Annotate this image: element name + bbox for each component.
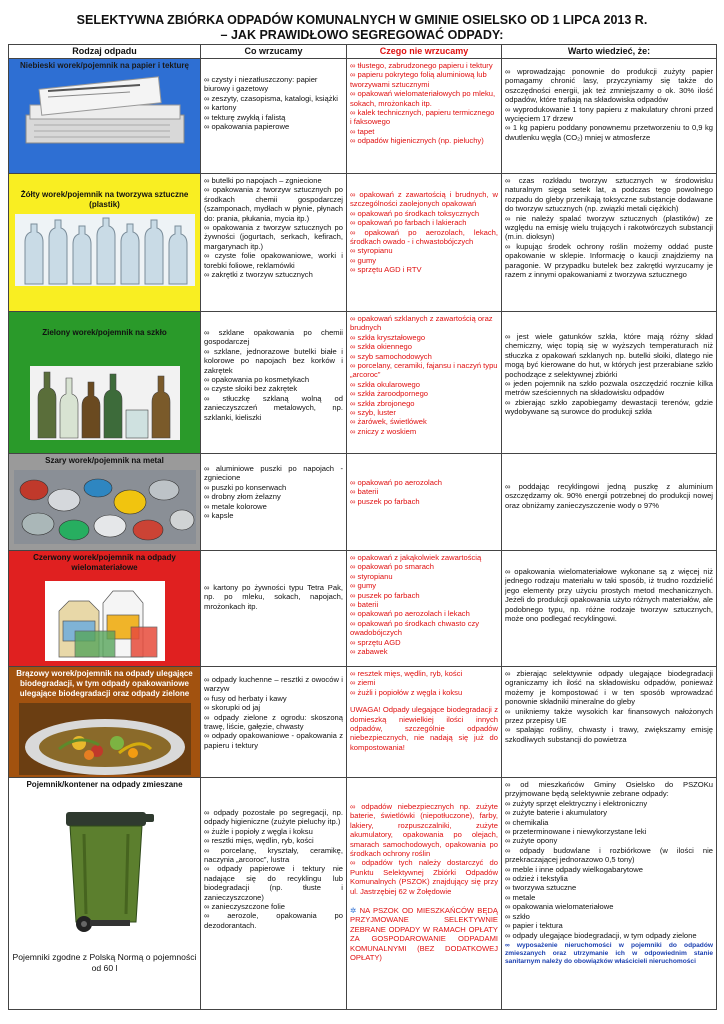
category-label: Szary worek/pojemnik na metal (45, 456, 164, 465)
category-metal (9, 454, 201, 551)
asterisk-icon: ✲ (350, 906, 360, 916)
owner-obligation-text: wyposażenie nieruchomości w pojemniki do odpadów zmieszanych oraz utrzymanie ich w odpowiednim stanie sanitarnym należy do obowiązków właścicieli nieruchomości (505, 941, 713, 965)
yes-mixed (201, 778, 347, 1010)
title-line-1: SELEKTYWNA ZBIÓRKA ODPADÓW KOMUNALNYCH W GMINIE OSIELSKO OD 1 LIPCA 2013 R. (76, 13, 648, 27)
category-plastic (9, 174, 201, 312)
list-item: ∞ opakowań po środkach chwasto czy owadobójczych (350, 619, 498, 638)
info-biodegradable (502, 667, 717, 778)
yes-glass (201, 312, 347, 454)
list-item: ∞ porcelanę, kryształy, ceramikę, naczynia „arcoroc”, lustra (204, 846, 343, 865)
list-item: ∞ opakowań po środkach toksycznych (350, 209, 498, 218)
category-biodegradable (9, 667, 201, 778)
list-item: ∞ kapsle (204, 511, 343, 520)
list-item: ∞ resztki mięs, wędlin, ryb, kości (204, 836, 343, 845)
list-item: ∞ czysty i niezatłuszczony: papier biurowy i gazetowy (204, 75, 343, 94)
list-item: ∞ szklane, jednorazowe butelki białe i kolorowe po napojach bez korków i zakrętek (204, 347, 343, 375)
list-item: ∞ przeterminowane i niewykorzystane leki (505, 827, 713, 836)
info-paper (502, 59, 717, 174)
glass-bottles-image (30, 366, 180, 440)
info-mixed (502, 778, 717, 1010)
category-label: Brązowy worek/pojemnik na odpady ulegające biodegradacji, w tym odpady opakowaniowe ulegające biodegradacji oraz odpady zielone (16, 669, 193, 698)
list-item: ∞ opakowań z zawartością i brudnych, w szczególności zaolejonych opakowań (350, 190, 498, 209)
list-item: ∞ sprzętu AGD i RTV (350, 265, 498, 274)
list-item: ∞ odpadów niebezpiecznych np. zużyte baterie, świetlówki (niepotłuczone), farby, lakiery, rozpuszczalniki, zużyte akumulatory, opakowania po olejach, smarach samochodowych, opakowania po środkach ochrony roślin (350, 802, 498, 858)
title-line-2: – JAK PRAWIDŁOWO SEGREGOWAĆ ODPADY: (220, 28, 504, 42)
list-item: ∞ poddając recyklingowi jedną puszkę z aluminium oszczędzamy ok. 90% energii potrzebnej do produkcji nowej oraz obniżamy zanieczyszczenie wody o 97% (505, 482, 713, 510)
page-title (0, 0, 724, 43)
list-item: ∞ wyprodukowanie 1 tony papieru z makulatury chroni przed wycięciem 17 drzew (505, 105, 713, 124)
header-what-not-to-put: Czego nie wrzucamy (347, 45, 502, 59)
newspaper-stack-image (20, 75, 190, 147)
no-paper (347, 59, 502, 174)
list-item: ∞ zużyte baterie i akumulatory (505, 808, 713, 817)
pszok-note (350, 906, 498, 962)
header-good-to-know: Warto wiedzieć, że: (502, 45, 717, 59)
header-waste-type: Rodzaj odpadu (9, 45, 201, 59)
category-label: Żółty worek/pojemnik na tworzywa sztuczne (plastik) (20, 190, 189, 209)
list-item: ∞ odzież i tekstylia (505, 874, 713, 883)
list-item: ∞ tłustego, zabrudzonego papieru i tektury (350, 61, 498, 70)
no-multimaterial (347, 551, 502, 667)
list-item: ∞ drobny złom żelazny (204, 492, 343, 501)
table-row-glass (9, 312, 717, 454)
plastic-bottles-image (15, 214, 195, 286)
list-item: ∞ puszek po farbach (350, 497, 498, 506)
list-item: ∞ papier i tektura (505, 921, 713, 930)
list-item: ∞ odpady papierowe i tektury nie nadające się do recyklingu lub biodegradacji (np. tłuste i zanieczyszczone) (204, 864, 343, 902)
list-item: ∞ opakowania papierowe (204, 122, 343, 131)
list-item: ∞ styropianu (350, 246, 498, 255)
list-item: ∞ kartony (204, 103, 343, 112)
list-item: ∞ szkła żaroodpornego (350, 389, 498, 398)
list-item: ∞ czyste folie opakowaniowe, worki i torebki foliowe, reklamówki (204, 251, 343, 270)
info-multimaterial (502, 551, 717, 667)
category-label: Pojemnik/kontener na odpady zmieszane (26, 780, 183, 789)
list-item: ∞ opakowań po aerozolach i lekach (350, 609, 498, 618)
no-plastic (347, 174, 502, 312)
list-item: ∞ fusy od herbaty i kawy (204, 694, 343, 703)
table-row-multimaterial (9, 551, 717, 667)
list-item: ∞ zniczy z woskiem (350, 427, 498, 436)
list-item: ∞ odpady budowlane i rozbiórkowe (w ilości nie przekraczającej jednorazowo 0,5 tony) (505, 846, 713, 865)
list-item: ∞ metale kolorowe (204, 502, 343, 511)
list-item: ∞ opakowań po aerozolach (350, 478, 498, 487)
list-item: ∞ jeden pojemnik na szkło pozwala oszczędzić rocznie kilka metrów sześciennych na składowisku odpadów (505, 379, 713, 398)
list-item: ∞ gumy (350, 256, 498, 265)
info-plastic (502, 174, 717, 312)
list-item: ∞ szkła okularowego (350, 380, 498, 389)
list-item: ∞ zakrętki z tworzyw sztucznych (204, 270, 343, 279)
list-item: ∞ odpady ulegające biodegradacji, w tym odpady zielone (505, 931, 713, 940)
no-mixed (347, 778, 502, 1010)
list-item: ∞ opakowań wielomateriałowych po mleku, sokach, mrożonkach itp. (350, 89, 498, 108)
list-item: ∞ tworzywa sztuczne (505, 883, 713, 892)
pszok-note-text: NA PSZOK OD MIESZKAŃCÓW BĘDĄ PRZYJMOWANE SELEKTYWNIE ZEBRANE ODPADY W RAMACH OPŁATY ZA GOSPODAROWANIE ODPADAMI KOMUNALNYMI (BEZ DODATKOWEJ OPŁATY) (350, 906, 498, 963)
tetra-pak-cartons-image (45, 581, 165, 661)
list-item: ∞ metale (505, 893, 713, 902)
list-item: ∞ szkła kryształowego (350, 333, 498, 342)
list-item: ∞ resztek mięs, wędlin, ryb, kości (350, 669, 498, 678)
list-item: ∞ opakowania z tworzyw sztucznych po żywności (jogurtach, serkach, kefirach, margarynach itp.) (204, 223, 343, 251)
list-item: ∞ kalek technicznych, papieru termicznego i faksowego (350, 108, 498, 127)
list-item: ∞ zeszyty, czasopisma, katalogi, książki (204, 94, 343, 103)
list-item: ∞ odpady opakowaniowe - opakowania z papieru i tektury (204, 731, 343, 750)
list-item: ∞ stłuczkę szklaną wolną od zanieczyszczeń metalowych, np. szklanki, kieliszki (204, 394, 343, 422)
list-item: ∞ styropianu (350, 572, 498, 581)
list-item: ∞ żużli i popiołów z węgla i koksu (350, 688, 498, 697)
info-metal (502, 454, 717, 551)
list-item: ∞ aluminiowe puszki po napojach - zgniecione (204, 464, 343, 483)
list-item: ∞ opakowań z jakąkolwiek zawartością (350, 553, 498, 562)
table-header-row (9, 45, 717, 59)
list-item: ∞ opakowania z tworzyw sztucznych po środkach chemii gospodarczej (szamponach, mydłach w płynie, płynach do: prania, płukania, mycia itp.) (204, 185, 343, 223)
category-label: Niebieski worek/pojemnik na papier i tekturę (20, 61, 189, 70)
list-item: ∞ baterii (350, 487, 498, 496)
list-item: ∞ od mieszkańców Gminy Osielsko do PSZOKu przyjmowane będą selektywnie zebrane odpady: (505, 780, 713, 799)
list-item: ∞ 1 kg papieru poddany ponownemu przetworzeniu to 0,9 kg dwutlenku węgla (CO₂) mniej w atmosferze (505, 123, 713, 142)
owner-obligation-note (505, 942, 713, 966)
list-item: ∞ zanieczyszczone folie (204, 902, 343, 911)
table-row-biodegradable (9, 667, 717, 778)
list-item: ∞ szkła okiennego (350, 342, 498, 351)
category-label: Czerwony worek/pojemnik na odpady wielomateriałowe (33, 553, 176, 572)
list-item: ∞ szyb, luster (350, 408, 498, 417)
list-item: ∞ gumy (350, 581, 498, 590)
list-item: ∞ opakowań po smarach (350, 562, 498, 571)
green-waste-bin-image (50, 804, 160, 934)
list-item: ∞ chemikalia (505, 818, 713, 827)
table-row-plastic (9, 174, 717, 312)
category-multimaterial (9, 551, 201, 667)
category-paper (9, 59, 201, 174)
table-row-paper (9, 59, 717, 174)
info-glass (502, 312, 717, 454)
compost-image (19, 703, 191, 775)
yes-plastic (201, 174, 347, 312)
list-item: ∞ spalając rośliny, chwasty i trawy, zwiększamy emisję szkodliwych substancji do powietrza (505, 725, 713, 744)
list-item: ∞ zużyty sprzęt elektryczny i elektroniczny (505, 799, 713, 808)
list-item: ∞ zabawek (350, 647, 498, 656)
list-item: ∞ opakowania po kosmetykach (204, 375, 343, 384)
yes-metal (201, 454, 347, 551)
list-item: ∞ puszki po konserwach (204, 483, 343, 492)
bin-caption: Pojemniki zgodne z Polską Normą o pojemności od 60 l (12, 952, 197, 973)
list-item: ∞ wprowadzając ponownie do produkcji zużyty papier pomagamy chronić lasy, przyczyniamy się także do oszczędności energii, jak też zmniejszamy o ok. 30% ilość odpadów, które trafiają na składowiska odpadów (505, 67, 713, 105)
list-item: ∞ opakowań szklanych z zawartością oraz brudnych (350, 314, 498, 333)
list-item: ∞ unikniemy także wysokich kar finansowych nałożonych przez przepisy UE (505, 707, 713, 726)
list-item: ∞ ziemi (350, 678, 498, 687)
list-item: ∞ odpadów tych należy dostarczyć do Punktu Selektywnej Zbiórki Odpadów Komunalnych (PSZOK) znajdujący się przy ul. Jastrzębiej 62 w Żołędowie (350, 858, 498, 896)
no-glass (347, 312, 502, 454)
list-item: ∞ kupując środek ochrony roślin możemy oddać puste opakowanie w sklepie. Informację o kaucji znajdziemy na paragonie. W przypadku butelek bez zakrętki wyrzucamy je razem z innymi opakowaniami z tworzywa sztucznego (505, 242, 713, 280)
yes-biodegradable (201, 667, 347, 778)
list-item: ∞ szyb samochodowych (350, 352, 498, 361)
list-item: ∞ aerozole, opakowania po dezodorantach. (204, 911, 343, 930)
list-item: ∞ tekturę zwykłą i falistą (204, 113, 343, 122)
list-item: ∞ puszek po farbach (350, 591, 498, 600)
list-item: ∞ tapet (350, 127, 498, 136)
list-item: ∞ zużyte opony (505, 836, 713, 845)
list-item: ∞ butelki po napojach – zgniecione (204, 176, 343, 185)
yes-paper (201, 59, 347, 174)
table-row-metal (9, 454, 717, 551)
list-item: ∞ papieru pokrytego folią aluminiową lub tworzywami sztucznymi (350, 70, 498, 89)
list-item: ∞ odpady pozostałe po segregacji, np. odpady higieniczne (zużyte pieluchy itp.) (204, 808, 343, 827)
list-item: ∞ szklane opakowania po chemii gospodarczej (204, 328, 343, 347)
list-item: ∞ kartony po żywności typu Tetra Pak, np. po mleku, sokach, napojach, mrożonkach itp. (204, 583, 343, 611)
list-item: ∞ opakowań po aerozolach, lekach, środkach owado - i chwastobójczych (350, 228, 498, 247)
list-item: ∞ sprzętu AGD (350, 638, 498, 647)
list-item: ∞ zbierając selektywnie odpady ulegające biodegradacji ograniczamy ich ilość na składowisku odpadów, ponieważ możemy je kompostować i w ten sposób wprowadzać ponownie składniki mineralne do gleby (505, 669, 713, 707)
no-biodegradable (347, 667, 502, 778)
list-item: ∞ zbierając szkło zapobiegamy dewastacji terenów, gdzie wydobywane są surowce do produkcji szkła (505, 398, 713, 417)
list-item: ∞ meble i inne odpady wielkogabarytowe (505, 865, 713, 874)
category-glass (9, 312, 201, 454)
list-item: ∞ opakowań po farbach i lakierach (350, 218, 498, 227)
list-item: ∞ żużle i popioły z węgla i koksu (204, 827, 343, 836)
biodegradable-warning: UWAGA! Odpady ulegające biodegradacji z domieszką niewielkiej ilości innych odpadów, szczególnie odpadów niebezpiecznych, nie nadają się już do kompostowania! (350, 705, 498, 752)
bullet-icon: ∞ (505, 941, 517, 949)
table-row-mixed (9, 778, 717, 1010)
list-item: ∞ czas rozkładu tworzyw sztucznych w środowisku naturalnym sięga setek lat, a podczas tego powolnego rozpadu do gleby przenikają toksyczne substancje dodawane do tworzyw sztucznych (np. związki metali ciężkich) (505, 176, 713, 214)
list-item: ∞ opakowania wielomateriałowe wykonane są z więcej niż jednego rodzaju materiału w taki sposób, iż trudno rozdzielić jego elementy przy użyciu prostych metod mechanicznych. Jeżeli do produkcji opakowania użyto różnych materiałów, ale podobnego typu, np. różne rodzaje tworzyw sztucznych, może ono podlegać recyklingowi. (505, 567, 713, 623)
list-item: ∞ baterii (350, 600, 498, 609)
category-mixed (9, 778, 201, 1010)
yes-multimaterial (201, 551, 347, 667)
category-label: Zielony worek/pojemnik na szkło (42, 328, 167, 337)
metal-cans-image (14, 470, 196, 544)
list-item: ∞ żarówek, świetlówek (350, 417, 498, 426)
list-item: ∞ odpady kuchenne – resztki z owoców i warzyw (204, 675, 343, 694)
list-item: ∞ czyste słoiki bez zakrętek (204, 384, 343, 393)
list-item: ∞ skorupki od jaj (204, 703, 343, 712)
list-item: ∞ opakowania wielomateriałowe (505, 902, 713, 911)
no-metal (347, 454, 502, 551)
waste-sorting-table (8, 44, 717, 1010)
list-item: ∞ odpady zielone z ogrodu: skoszoną trawę, liście, gałęzie, chwasty (204, 713, 343, 732)
list-item: ∞ porcelany, ceramiki, fajansu i naczyń typu „arcoroc” (350, 361, 498, 380)
list-item: ∞ jest wiele gatunków szkła, które mają różny skład chemiczny, więc topią się w wyższych temperaturach niż stłuczka z opakowań szklanych np. butelki słoiki, dlatego nie mogą być kierowane do hut, w których jest przerabiane szkło pochodzące z selektywnej zbiórki (505, 332, 713, 379)
header-what-to-put: Co wrzucamy (201, 45, 347, 59)
list-item: ∞ odpadów higienicznych (np. pieluchy) (350, 136, 498, 145)
list-item: ∞ nie należy spalać tworzyw sztucznych (plastików) ze względu na emisję wielu trujących i rakotwórczych substancji (m.in. dioksyn) (505, 214, 713, 242)
list-item: ∞ szkła zbrojonego (350, 399, 498, 408)
list-item: ∞ szkło (505, 912, 713, 921)
